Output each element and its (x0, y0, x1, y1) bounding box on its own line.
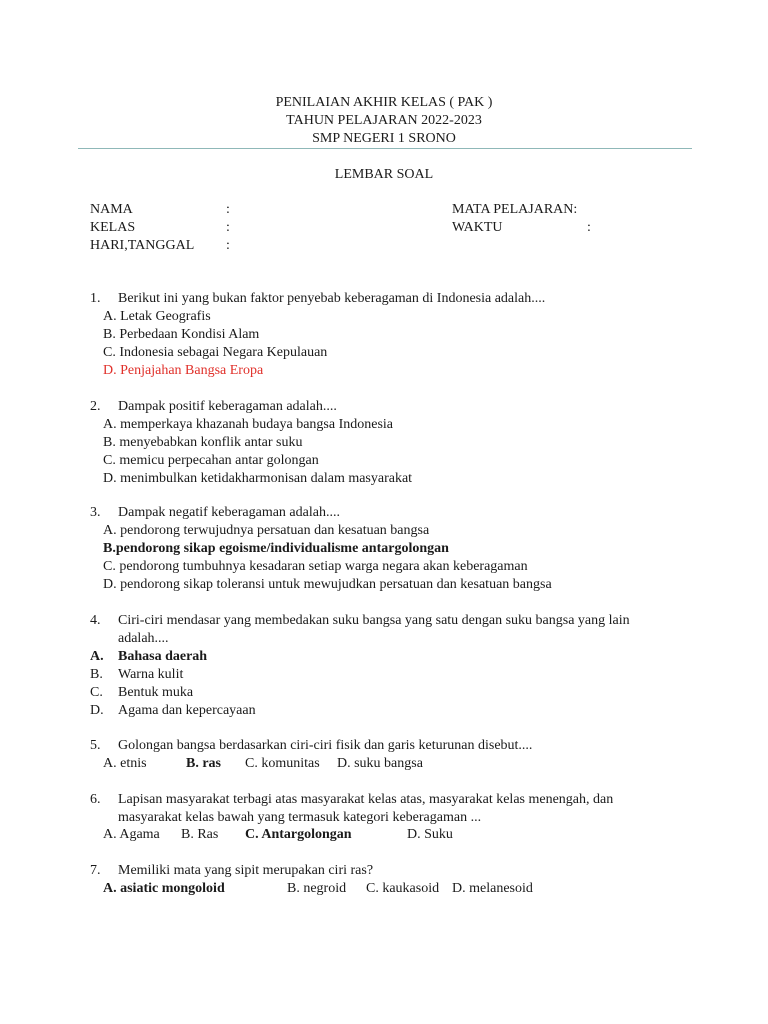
question-3-option-b-answer: B.pendorong sikap egoisme/individualisme antargolongan (103, 541, 449, 556)
question-1-text: Berikut ini yang bukan faktor penyebab keberagaman di Indonesia adalah.... (118, 291, 546, 306)
header-divider (78, 148, 692, 149)
question-4-option-a-answer: Bahasa daerah (118, 649, 208, 664)
waktu-colon: : (587, 220, 591, 235)
question-4-option-d: Agama dan kepercayaan (118, 703, 256, 718)
question-1-option-b: B. Perbedaan Kondisi Alam (103, 327, 260, 342)
question-3-text: Dampak negatif keberagaman adalah.... (118, 505, 340, 520)
question-5-number: 5. (90, 738, 101, 753)
question-4-text-line2: adalah.... (118, 631, 169, 646)
question-4-option-b: Warna kulit (118, 667, 184, 682)
mapel-label: MATA PELAJARAN: (452, 202, 578, 217)
question-7-option-d: D. melanesoid (452, 881, 533, 896)
waktu-label: WAKTU (452, 220, 503, 235)
question-5-option-d: D. suku bangsa (337, 756, 423, 771)
question-4-option-b-letter: B. (90, 667, 103, 682)
question-4-text-line1: Ciri-ciri mendasar yang membedakan suku bangsa yang satu dengan suku bangsa yang lain (118, 613, 630, 628)
kelas-colon: : (226, 220, 230, 235)
question-6-option-c-answer: C. Antargolongan (245, 827, 352, 842)
question-6-option-d: D. Suku (407, 827, 453, 842)
sheet-title: LEMBAR SOAL (334, 167, 434, 182)
question-4-option-a-letter: A. (90, 649, 104, 664)
question-7-option-c: C. kaukasoid (366, 881, 440, 896)
question-5-option-a: A. etnis (103, 756, 147, 771)
question-3-option-a: A. pendorong terwujudnya persatuan dan kesatuan bangsa (103, 523, 430, 538)
question-6-text-line2: masyarakat kelas bawah yang termasuk kategori keberagaman ... (118, 810, 482, 825)
header-school: SMP NEGERI 1 SRONO (312, 131, 456, 146)
nama-colon: : (226, 202, 230, 217)
question-2-option-d: D. menimbulkan ketidakharmonisan dalam masyarakat (103, 471, 413, 486)
question-5-option-c: C. komunitas (245, 756, 320, 771)
question-7-text: Memiliki mata yang sipit merupakan ciri ras? (118, 863, 374, 878)
hari-label: HARI,TANGGAL (90, 238, 195, 253)
question-1-option-a: A. Letak Geografis (103, 309, 211, 324)
question-1-option-c: C. Indonesia sebagai Negara Kepulauan (103, 345, 328, 360)
question-7-option-a-answer: A. asiatic mongoloid (103, 881, 225, 896)
question-6-text-line1: Lapisan masyarakat terbagi atas masyarakat kelas atas, masyarakat kelas menengah, dan (118, 792, 614, 807)
question-2-option-a: A. memperkaya khazanah budaya bangsa Indonesia (103, 417, 393, 432)
question-4-option-c-letter: C. (90, 685, 103, 700)
nama-label: NAMA (90, 202, 133, 217)
question-2-number: 2. (90, 399, 101, 414)
kelas-label: KELAS (90, 220, 136, 235)
question-3-option-d: D. pendorong sikap toleransi untuk mewujudkan persatuan dan kesatuan bangsa (103, 577, 552, 592)
question-2-text: Dampak positif keberagaman adalah.... (118, 399, 337, 414)
question-3-option-c: C. pendorong tumbuhnya kesadaran setiap warga negara akan keberagaman (103, 559, 528, 574)
question-6-number: 6. (90, 792, 101, 807)
question-2-option-c: C. memicu perpecahan antar golongan (103, 453, 319, 468)
question-5-option-b-answer: B. ras (186, 756, 221, 771)
question-5-text: Golongan bangsa berdasarkan ciri-ciri fisik dan garis keturunan disebut.... (118, 738, 533, 753)
question-6-option-b: B. Ras (181, 827, 219, 842)
hari-colon: : (226, 238, 230, 253)
question-7-number: 7. (90, 863, 101, 878)
question-7-option-b: B. negroid (287, 881, 347, 896)
question-3-number: 3. (90, 505, 101, 520)
question-1-number: 1. (90, 291, 101, 306)
question-1-option-d-answer: D. Penjajahan Bangsa Eropa (103, 363, 264, 378)
question-4-option-d-letter: D. (90, 703, 104, 718)
question-6-option-a: A. Agama (103, 827, 160, 842)
question-4-number: 4. (90, 613, 101, 628)
question-2-option-b: B. menyebabkan konflik antar suku (103, 435, 303, 450)
question-4-option-c: Bentuk muka (118, 685, 194, 700)
header-title: PENILAIAN AKHIR KELAS ( PAK ) (275, 95, 493, 110)
header-year: TAHUN PELAJARAN 2022-2023 (286, 113, 482, 128)
